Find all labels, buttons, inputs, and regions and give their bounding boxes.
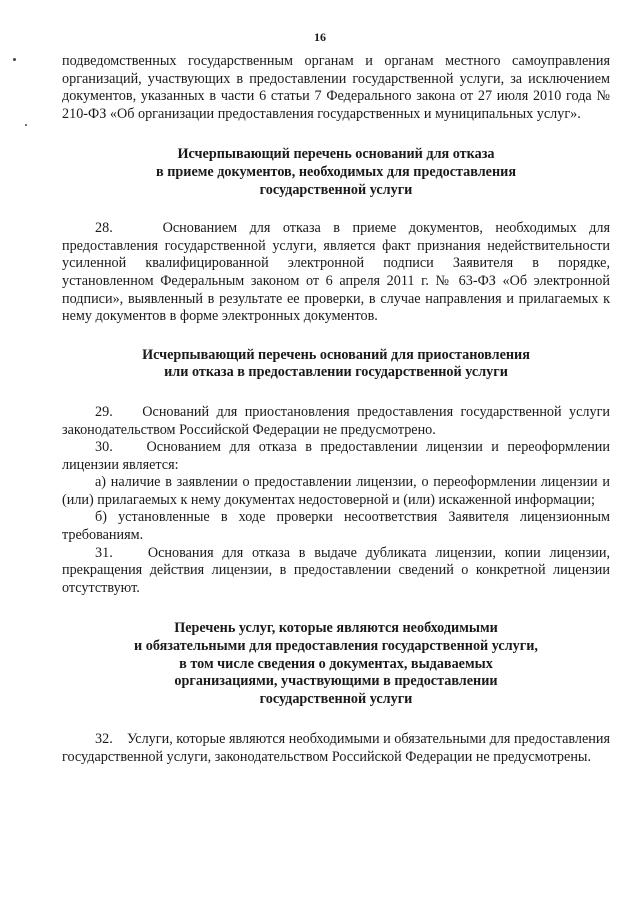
paragraph-31: 31. Основания для отказа в выдаче дубликата лицензии, копии лицензии, прекращения действия лицензии, в предоставлении сведений о конкретной лицензии отсутствуют. — [62, 544, 610, 596]
intro-paragraph: подведомственных государственным органам и органам местного самоуправления организаций, участвующих в предоставлении государственной услуги, за исключением документов, указанных в части 6 статьи 7 Федерального закона от 27 июля 2010 года № 210-ФЗ «Об организации предоставления государственных и муниципальных услуг». — [62, 53, 610, 122]
section-heading — [62, 620, 610, 708]
heading-line: Исчерпывающий перечень оснований для приостановления — [142, 346, 530, 363]
section-required-services — [62, 620, 610, 766]
paragraph-30b: б) установленные в ходе проверки несоответствия Заявителя лицензионным требованиям. — [62, 509, 610, 544]
paragraph-32: 32. Услуги, которые являются необходимыми и обязательными для предоставления государственной услуги, законодательством Российской Федерации не предусмотрены. — [62, 731, 610, 765]
heading-line: организациями, участвующими в предоставлении — [174, 673, 498, 690]
document-body — [62, 53, 610, 767]
heading-line: государственной услуги — [259, 181, 413, 198]
section-refusal-acceptance — [62, 146, 610, 325]
heading-line: Исчерпывающий перечень оснований для отказа — [177, 146, 495, 163]
heading-line: государственной услуги — [259, 690, 413, 707]
paragraph-29: 29. Оснований для приостановления предоставления государственной услуги законодательством Российской Федерации не предусмотрено. — [62, 403, 610, 438]
paragraph-30: 30. Основанием для отказа в предоставлении лицензии и переоформлении лицензии является: — [62, 439, 610, 473]
section-suspension-refusal — [62, 347, 610, 598]
heading-line: и обязательными для предоставления государственной услуги, — [134, 638, 538, 655]
scan-dot — [13, 58, 16, 61]
page-number: 16 — [314, 30, 326, 44]
section-heading — [62, 146, 610, 199]
scan-dot — [25, 124, 27, 126]
heading-line: в приеме документов, необходимых для предоставления — [156, 163, 516, 180]
paragraph-30a: а) наличие в заявлении о предоставлении лицензии, о переоформлении лицензии и (или) прилагаемых к нему документах недостоверной и (или) искаженной информации; — [62, 474, 610, 508]
heading-line: или отказа в предоставлении государственной услуги — [164, 364, 508, 381]
heading-line: в том числе сведения о документах, выдаваемых — [179, 655, 493, 672]
section-heading — [62, 347, 610, 382]
paragraph-28: 28. Основанием для отказа в приеме документов, необходимых для предоставления государственной услуги, является факт признания недействительности усиленной квалифицированной электронной подписи Заявителя в порядке, установленном Федеральным законом от 6 апреля 2011 г. № 63-ФЗ «Об электронной подписи», выявленный в результате ее проверки, в случае направления и прилагаемых к нему документов в форме электронных документов. — [62, 220, 610, 325]
heading-line: Перечень услуг, которые являются необходимыми — [174, 620, 498, 637]
